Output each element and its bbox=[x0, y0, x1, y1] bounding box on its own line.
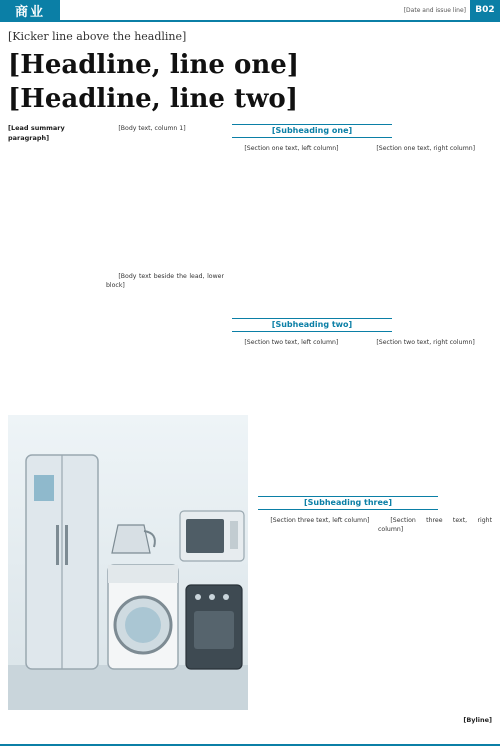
article-headline bbox=[8, 48, 492, 116]
body-paragraph: [Section two text, left column] bbox=[244, 339, 339, 346]
refrigerator-icon bbox=[26, 455, 98, 669]
section-3-column-2 bbox=[378, 516, 492, 710]
body-column-2 bbox=[106, 272, 224, 410]
oven-icon bbox=[186, 585, 242, 669]
washing-machine-icon bbox=[108, 565, 178, 669]
body-paragraph: [Section one text, left column] bbox=[244, 145, 339, 152]
body-column-1 bbox=[106, 124, 224, 264]
section-2-column-2 bbox=[364, 338, 492, 488]
body-paragraph: [Section two text, right column] bbox=[376, 339, 475, 346]
masthead bbox=[0, 0, 500, 22]
article-byline: [Byline] bbox=[463, 716, 492, 724]
headline-line-1: [Headline, line one] bbox=[8, 50, 300, 80]
subheading-1: [Subheading one] bbox=[232, 124, 392, 138]
bottom-rule bbox=[0, 744, 500, 746]
body-paragraph: [Section one text, right column] bbox=[376, 145, 476, 152]
page-number: B02 bbox=[470, 0, 500, 21]
body-paragraph: [Section three text, left column] bbox=[270, 517, 370, 524]
section-1-column-1 bbox=[232, 144, 356, 310]
section-3-column-1 bbox=[258, 516, 372, 710]
body-paragraph: [Body text beside the lead, lower block] bbox=[106, 273, 224, 290]
kettle-icon bbox=[112, 525, 155, 553]
floor bbox=[8, 665, 248, 710]
headline-line-2: [Headline, line two] bbox=[8, 84, 299, 114]
issue-info: [Date and issue line] bbox=[403, 6, 466, 14]
appliances-illustration bbox=[8, 415, 248, 710]
body-paragraph: [Section three text, right column] bbox=[378, 517, 492, 534]
article-lede: [Lead summary paragraph] bbox=[8, 124, 65, 142]
section-tag: 商业 bbox=[0, 0, 60, 21]
section-1-column-2 bbox=[364, 144, 492, 310]
subheading-2: [Subheading two] bbox=[232, 318, 392, 332]
body-paragraph: [Body text, column 1] bbox=[118, 125, 186, 132]
subheading-3: [Subheading three] bbox=[258, 496, 438, 510]
microwave-icon bbox=[180, 511, 244, 561]
home-appliances-photo bbox=[8, 415, 248, 710]
section-2-column-1 bbox=[232, 338, 356, 488]
article-kicker: [Kicker line above the headline] bbox=[8, 30, 187, 43]
